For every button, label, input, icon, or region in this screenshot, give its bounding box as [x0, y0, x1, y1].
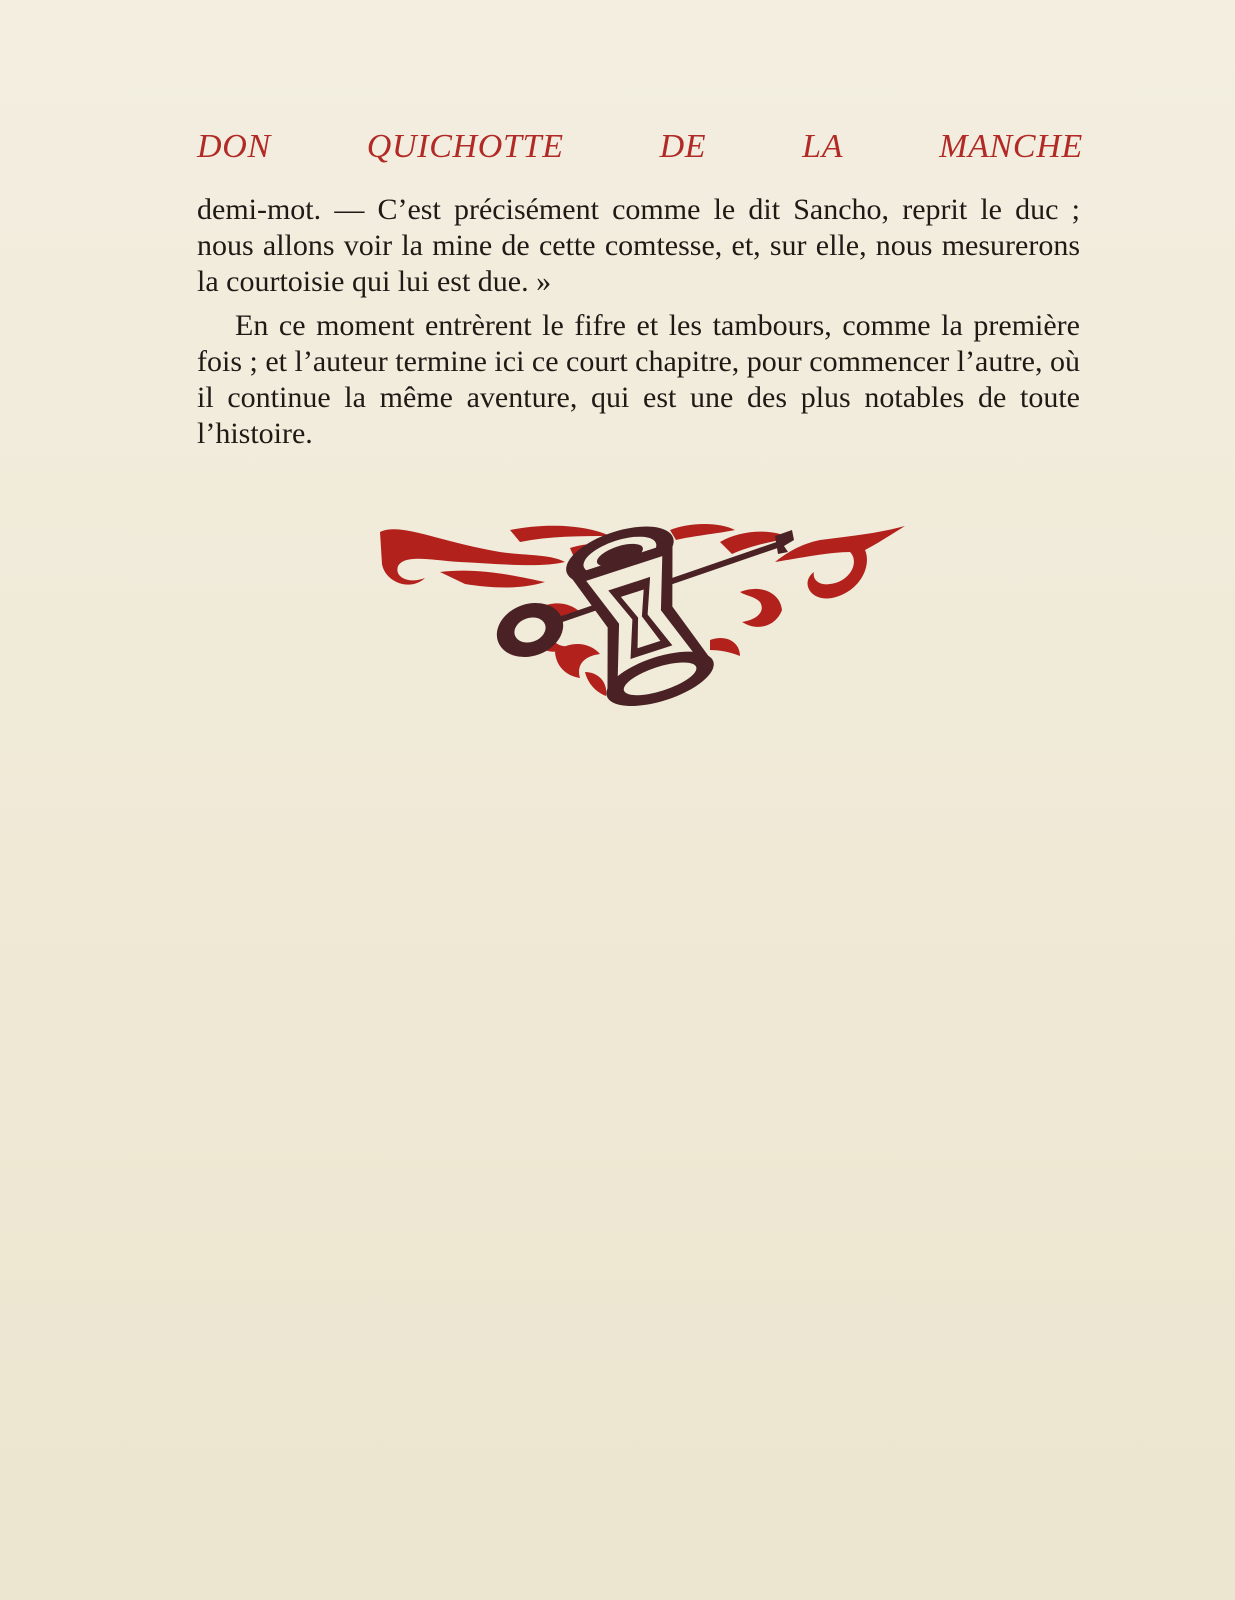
hourglass-key-flourish-icon	[380, 522, 905, 712]
running-head-word-la: LA	[802, 128, 844, 165]
running-head-word-don: DON	[197, 128, 271, 165]
running-head	[197, 128, 1083, 166]
body-text	[197, 192, 1080, 452]
running-head-word-de: DE	[659, 128, 707, 165]
running-head-word-manche: MANCHE	[939, 128, 1083, 165]
running-head-word-quichotte: QUICHOTTE	[366, 128, 564, 165]
paragraph-1: demi-mot. — C’est précisément comme le dit Sancho, reprit le duc ; nous allons voir la mine de cette comtesse, et, sur elle, nous mesurerons la courtoisie qui lui est due. »	[197, 193, 1080, 298]
paragraph-2: En ce moment entrèrent le fifre et les tambours, comme la première fois ; et l’auteur termine ici ce court chapitre, pour commencer l’autre, où il continue la même aventure, qui est une des plus notables de toute l’histoire.	[197, 309, 1080, 450]
